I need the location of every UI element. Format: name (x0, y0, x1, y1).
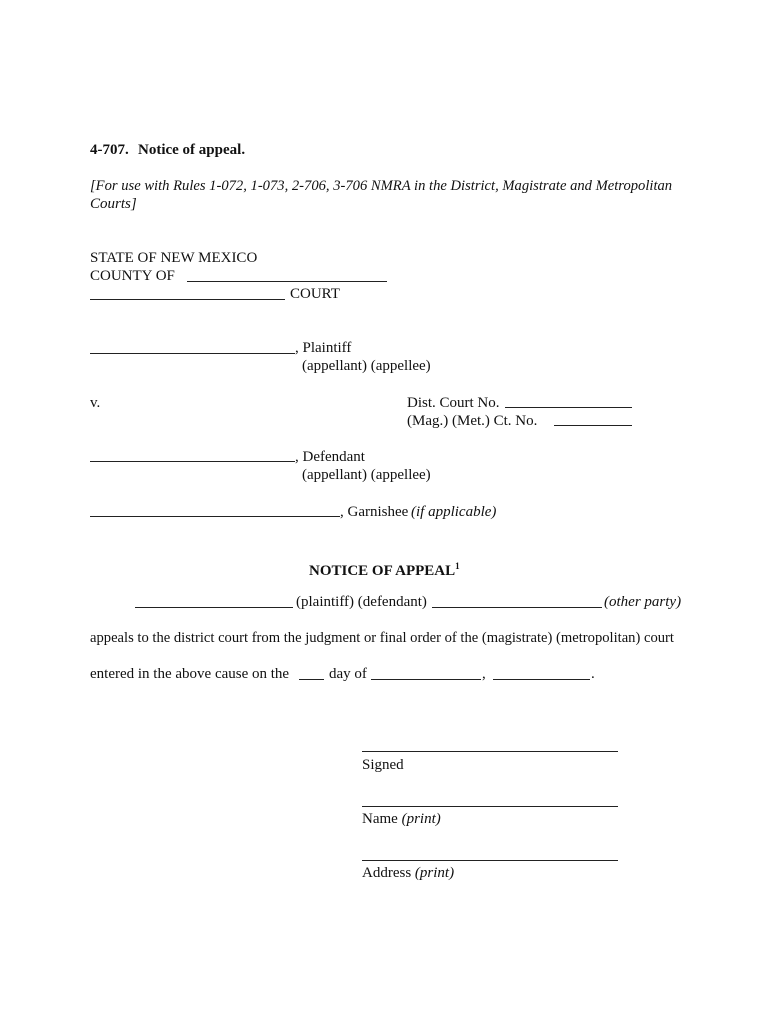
state-label: STATE OF NEW MEXICO (90, 250, 258, 266)
other-party-field-line[interactable] (432, 607, 602, 608)
signature-field-line[interactable] (362, 751, 618, 752)
rule-title: Notice of appeal. (138, 142, 246, 158)
date-comma: , (482, 666, 486, 682)
plaintiff-name-field-line[interactable] (90, 353, 295, 354)
name-print-note: (print) (401, 811, 441, 827)
entered-prefix: entered in the above cause on the (90, 666, 290, 682)
date-period: . (591, 666, 595, 682)
garnishee-name-field-line[interactable] (90, 516, 340, 517)
notice-title: NOTICE OF APPEAL$^1$ (309, 561, 460, 579)
rule-note-line2: Courts] (90, 196, 137, 212)
defendant-roles: (appellant) (appellee) (302, 467, 431, 483)
name-label: Name (print) (362, 811, 441, 827)
court-name-field-line[interactable] (90, 299, 285, 300)
other-party-label: (other party) (604, 594, 682, 610)
day-field-line[interactable] (299, 679, 324, 680)
county-field-line[interactable] (187, 281, 387, 282)
dist-court-label: Dist. Court No. (407, 395, 500, 411)
plaintiff-label: , Plaintiff (295, 340, 352, 356)
party-roles: (plaintiff) (defendant) (296, 594, 427, 610)
day-of-label: day of (329, 666, 367, 682)
rule-note-line1: [For use with Rules 1-072, 1-073, 2-706, 3-706 NMRA in the District, Magistrate and Metropolitan (90, 178, 673, 194)
name-field-line[interactable] (362, 806, 618, 807)
county-label: COUNTY OF (90, 268, 175, 284)
appellant-name-field-line[interactable] (135, 607, 293, 608)
court-label: COURT (290, 286, 340, 302)
address-label: Address (print) (362, 865, 455, 881)
mag-met-court-number-field-line[interactable] (554, 425, 632, 426)
address-field-line[interactable] (362, 860, 618, 861)
appeals-text: appeals to the district court from the judgment or final order of the (magistrate) (metropolitan) court (90, 630, 674, 646)
dist-court-number-field-line[interactable] (505, 407, 632, 408)
defendant-label: , Defendant (295, 449, 365, 465)
year-field-line[interactable] (493, 679, 590, 680)
versus-label: v. (90, 395, 101, 411)
plaintiff-roles: (appellant) (appellee) (302, 358, 431, 374)
rule-number: 4-707. (90, 142, 129, 158)
mag-met-court-label: (Mag.) (Met.) Ct. No. (407, 413, 538, 429)
footnote-mark: 1 (455, 561, 460, 571)
month-field-line[interactable] (371, 679, 481, 680)
defendant-name-field-line[interactable] (90, 461, 295, 462)
address-print-note: (print) (414, 865, 455, 881)
garnishee-note: (if applicable) (411, 504, 497, 520)
signed-label: Signed (362, 757, 404, 773)
garnishee-label: , Garnishee (340, 504, 409, 520)
